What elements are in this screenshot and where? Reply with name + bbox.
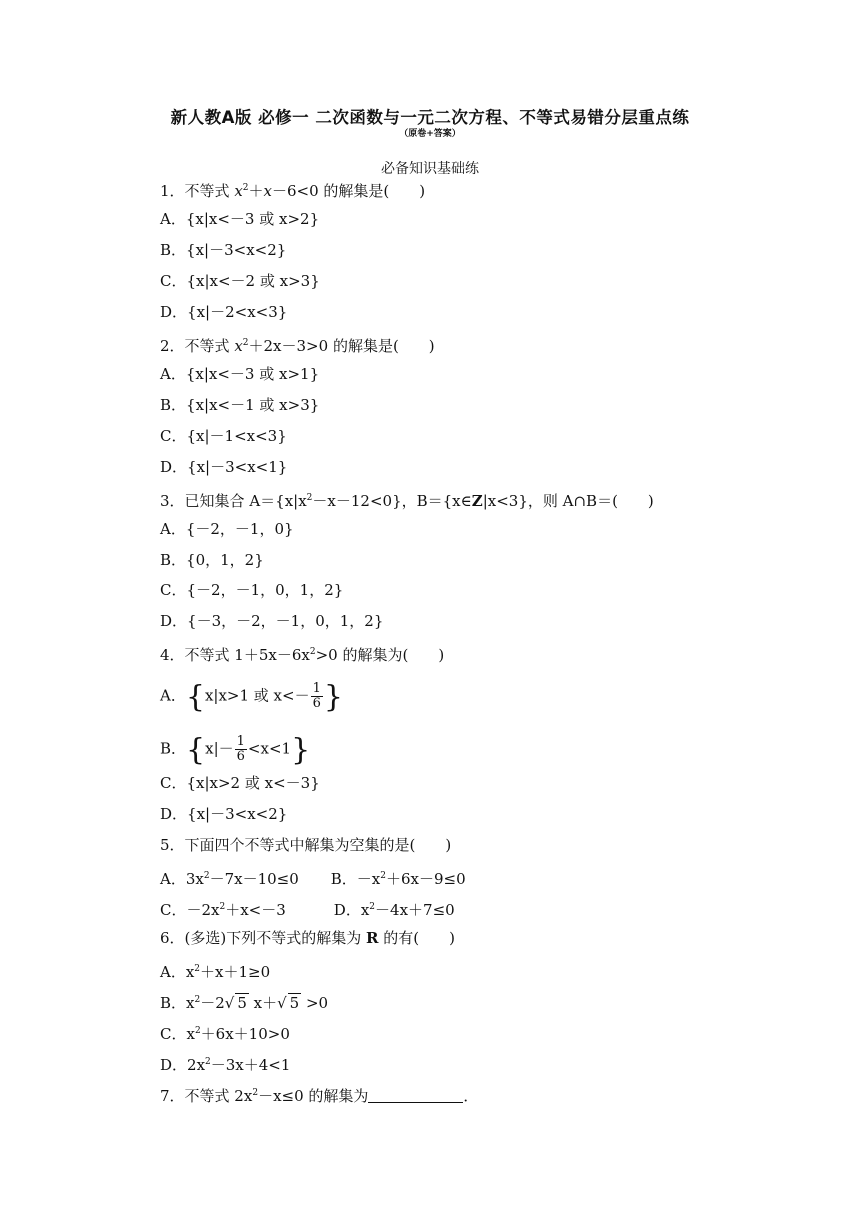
question-1-stem: 1．不等式 $x^2+x-6<0$ 的解集是( ) — [160, 182, 426, 200]
sqrt-symbol: √ — [277, 994, 287, 1012]
question-3-option-d: D．{－3，－2，－1，0，1，2} — [160, 612, 384, 630]
question-1-option-b: B．{x|－3<x<2} — [160, 241, 287, 259]
question-3-option-c: C．{－2，－1，0，1，2} — [160, 581, 344, 599]
question-3-stem: 3．已知集合 $A=\{x|x^2-x-12<0\}$，B＝{x∈Z|x<3}，则 A∩B＝( ) — [160, 492, 654, 510]
question-6-option-c: C．$x^2+6x+10>0$ — [160, 1025, 290, 1043]
fraction: $\frac{1}{6}$ — [312, 681, 321, 711]
question-1-option-a: A．{x|x<－3 或 x>2} — [160, 210, 320, 228]
question-2-stem: 2．不等式 $x^2+2x-3>0$ 的解集是( ) — [160, 337, 435, 355]
sqrt-symbol: √ — [224, 994, 235, 1012]
question-4-stem: 4．不等式 $1+5x-6x^2>0$ 的解集为( ) — [160, 646, 445, 664]
question-1-option-d: D．{x|－2<x<3} — [160, 303, 288, 321]
question-5-options-ab: A．$3x^2-7x-10\le 0$ B．$-x^2+6x-9\le 0$ — [160, 870, 466, 888]
document-subtitle: （原卷+答案） — [399, 129, 461, 139]
question-3-option-b: B．{0，1，2} — [160, 551, 264, 569]
question-6-stem: 6．(多选)下列不等式的解集为 R 的有( ) — [160, 929, 455, 947]
section-heading: 必备知识基础练 — [381, 161, 479, 177]
question-2-option-a: A．{x|x<－3 或 x>1} — [160, 365, 320, 383]
question-4-option-c: C．{x|x>2 或 x<－3} — [160, 774, 320, 792]
question-3-option-a: A．{－2，－1，0} — [160, 520, 294, 538]
document-title: 新人教A版 必修一 二次函数与一元二次方程、不等式易错分层重点练 — [170, 108, 690, 127]
question-5-stem: 5．下面四个不等式中解集为空集的是( ) — [160, 836, 452, 854]
question-6-option-d: D．$2x^2-3x+4<1$ — [160, 1056, 291, 1074]
question-4-option-d: D．{x|－3<x<2} — [160, 805, 288, 823]
question-6-option-a: A．$x^2+x+1\ge 0$ — [160, 963, 271, 981]
question-5-options-cd: C．$-2x^2+x<-3$ D．$x^2-4x+7\le 0$ — [160, 901, 455, 919]
question-2-option-b: B．{x|x<－1 或 x>3} — [160, 396, 320, 414]
question-6-option-b: B．$x^2-2√$ 5 x＋√ 5 >0 — [160, 994, 329, 1012]
question-1-option-c: C．{x|x<－2 或 x>3} — [160, 272, 320, 290]
question-2-option-c: C．{x|－1<x<3} — [160, 427, 287, 445]
question-2-option-d: D．{x|－3<x<1} — [160, 458, 288, 476]
question-4-option-a: A．{x|x>1 或 x<－ $\frac{1}{6}$ } — [160, 679, 343, 715]
answer-blank[interactable] — [368, 1088, 463, 1103]
fraction: $\frac{1}{6}$ — [236, 734, 245, 764]
question-7-stem: 7．不等式 $2x^2-x\le 0$ 的解集为 ． — [160, 1087, 479, 1105]
question-4-option-b: B．{x|－ $\frac{1}{6}$ <x<1} — [160, 732, 311, 768]
